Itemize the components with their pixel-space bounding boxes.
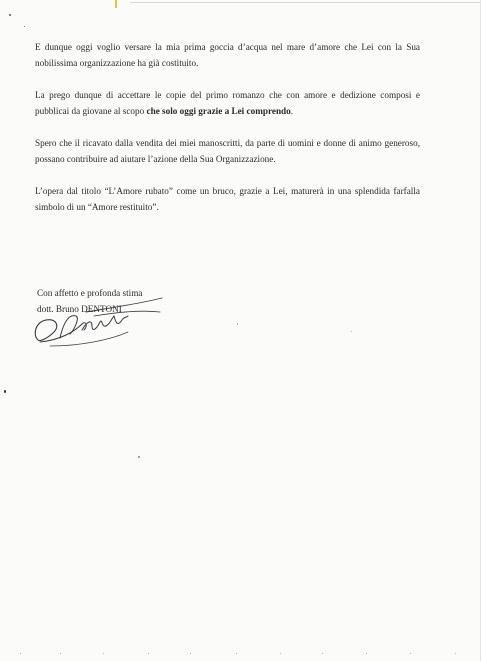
paragraph: E dunque oggi voglio versare la mia prima goccia d’acqua nel mare d’amore che Lei con la Sua nobilissima organizzazione ha già costituito. xyxy=(35,42,420,68)
scan-speck xyxy=(24,26,25,27)
highlighter-mark xyxy=(115,0,117,8)
salutation: Con affetto e profonda stima xyxy=(37,288,143,298)
scan-border-line xyxy=(130,2,481,3)
paragraph: Spero che il ricavato dalla vendita dei miei manoscritti, da parte di uomini e donne di animo generoso, possano contribuire ad aiutare l’azione della Sua Organizzazione. xyxy=(35,138,420,164)
scan-speck xyxy=(351,331,352,332)
scan-speck xyxy=(4,390,6,393)
handwritten-signature xyxy=(30,290,170,352)
paragraph-text: . xyxy=(290,105,294,116)
signer-name: dott. Bruno DENTONI xyxy=(37,304,122,314)
scan-speck xyxy=(9,14,11,16)
paragraph-bold-text: che solo oggi grazie a Lei comprendo xyxy=(146,105,291,116)
letter-body xyxy=(35,40,420,232)
scan-speck xyxy=(237,323,238,325)
paragraph: L’opera dal titolo “L’Amore rubato” come un bruco, grazie a Lei, maturerà in una splendida farfalla simbolo di un “Amore restituito”. xyxy=(35,186,420,212)
scan-speck xyxy=(138,456,140,458)
paragraph-text: La prego dunque di accettare le copie del primo romanzo che con amore e dedizione composi e pubblicai da giovane al scopo xyxy=(35,90,420,116)
scan-edge-dots xyxy=(0,653,481,655)
paragraph xyxy=(35,88,420,119)
